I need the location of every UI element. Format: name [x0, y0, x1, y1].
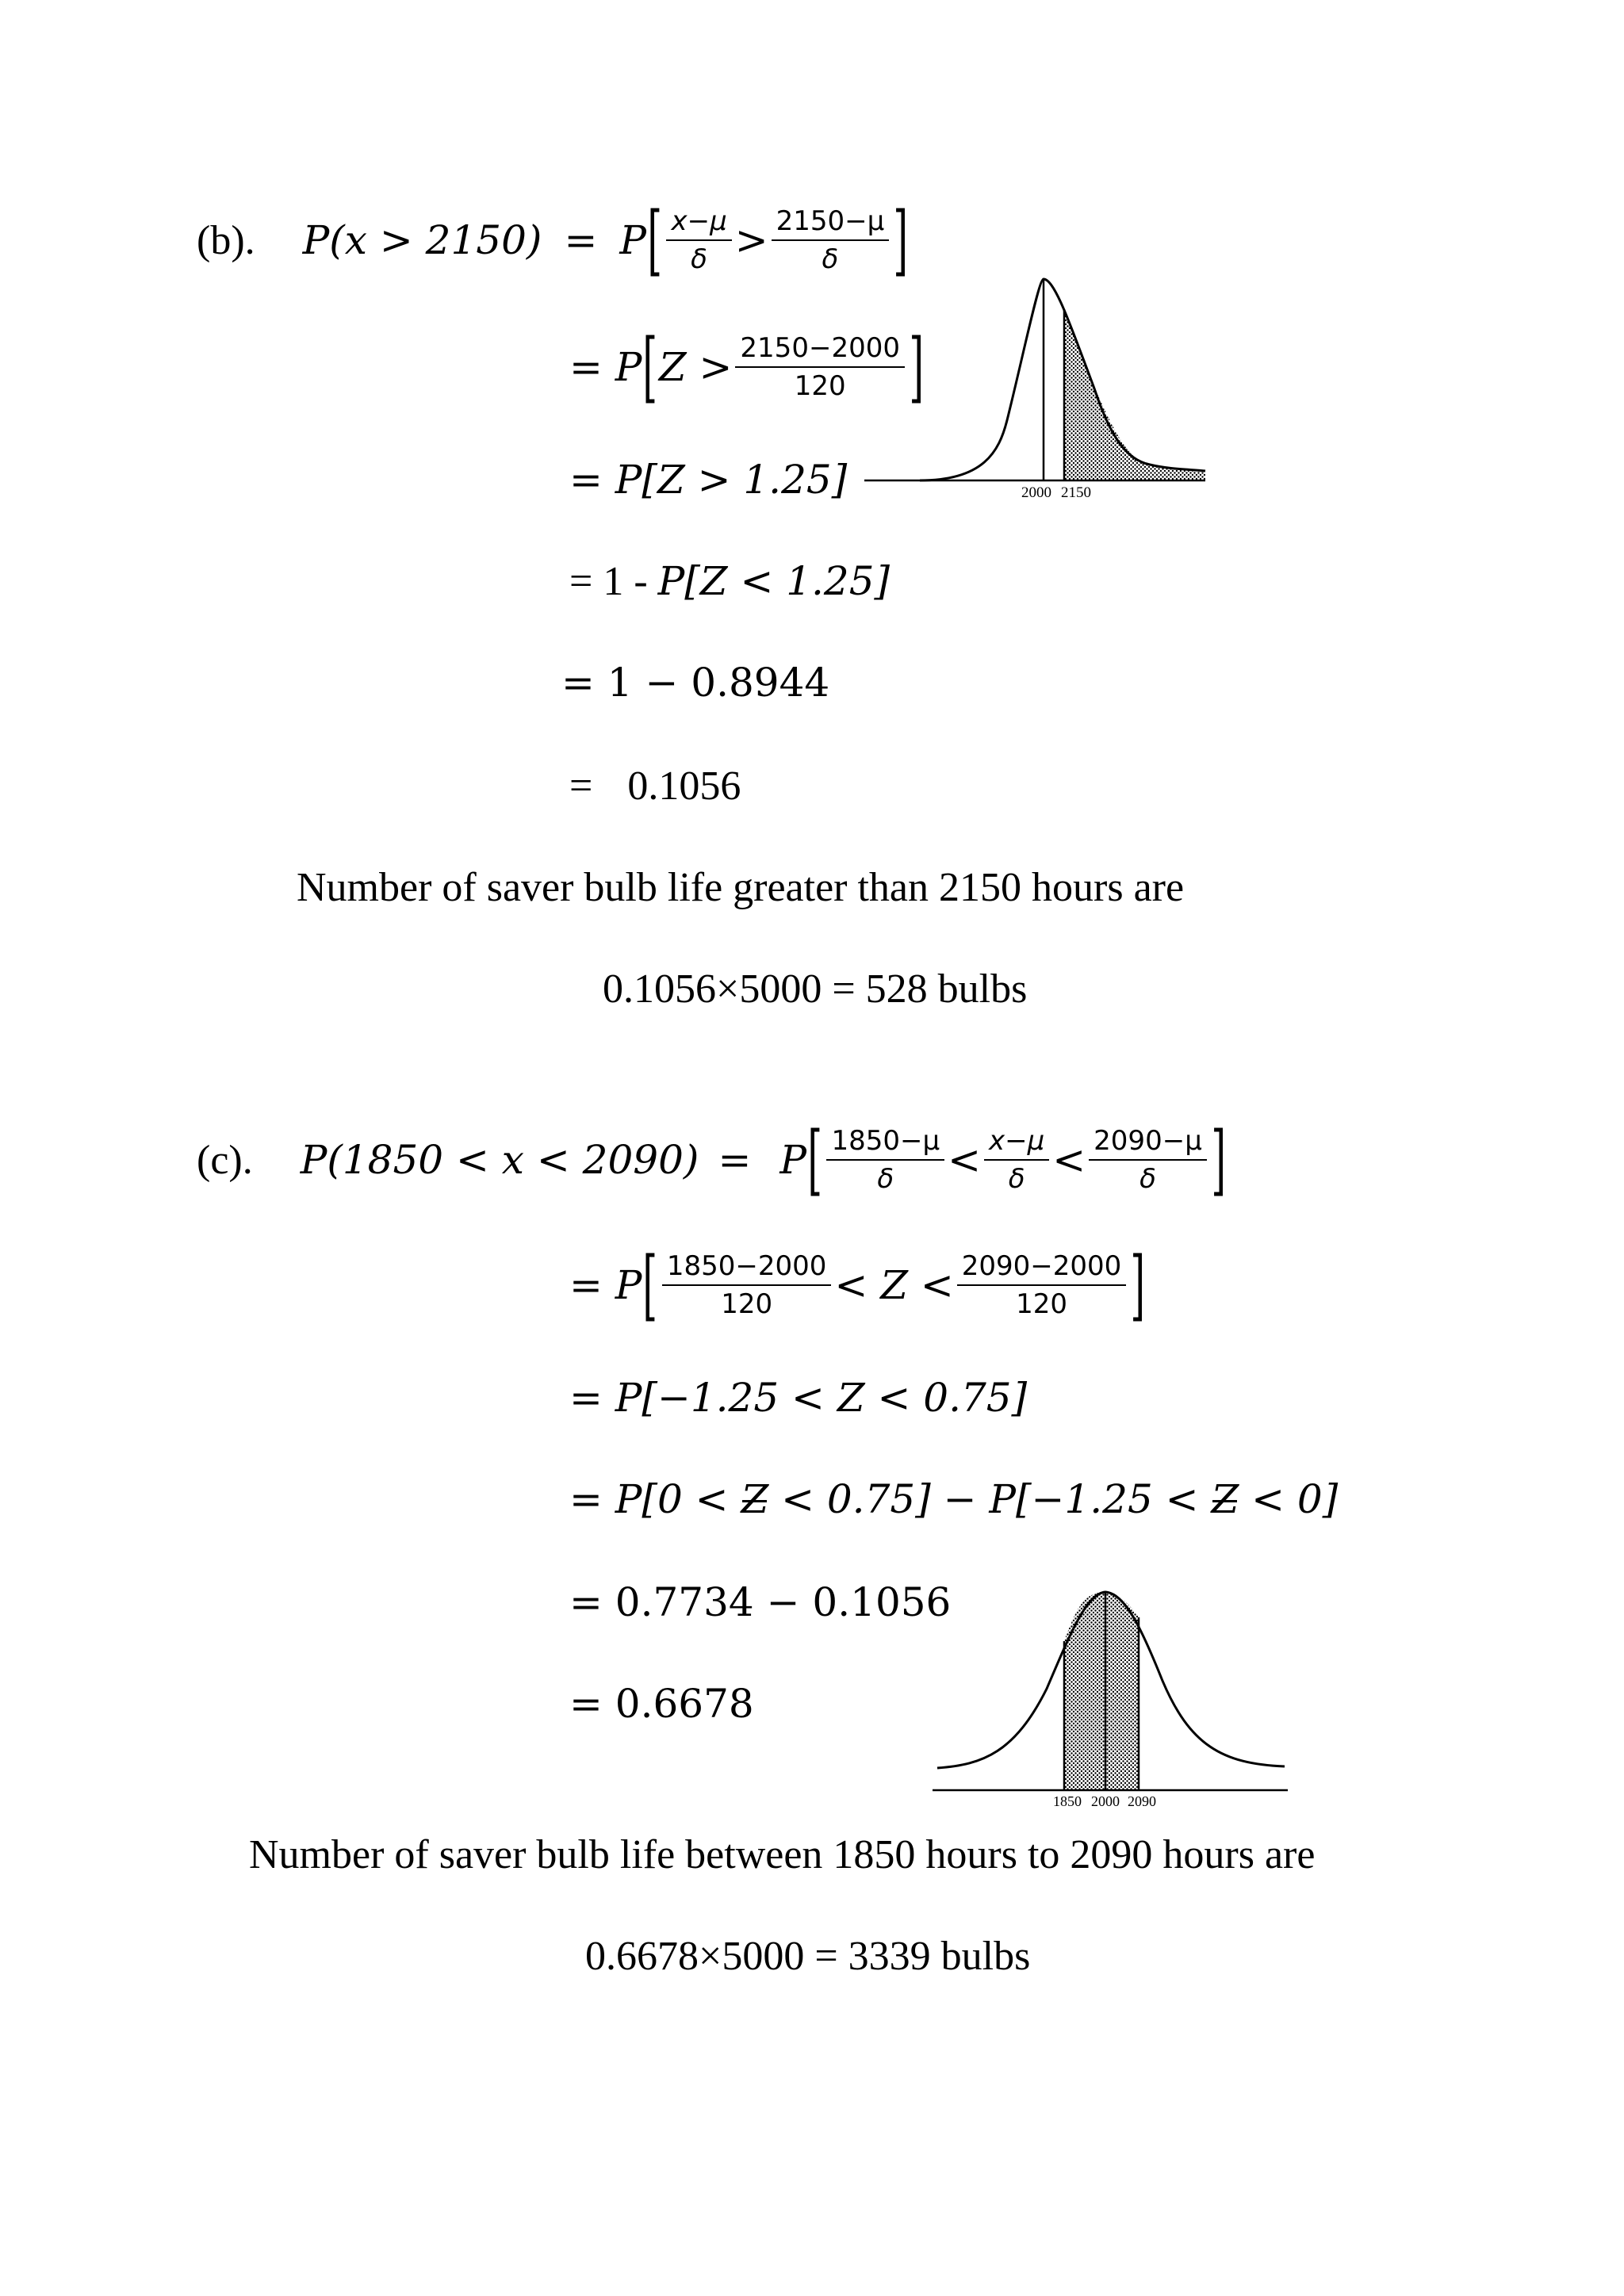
fraction: [666, 203, 731, 277]
right-bracket: ]: [893, 196, 909, 285]
part-b-sentence: Number of saver bulb life greater than 2150 hours are: [297, 865, 1185, 910]
less-than: <: [1052, 1137, 1086, 1183]
part-c-line-2: [569, 1234, 1147, 1337]
less-than: <: [948, 1137, 982, 1183]
fraction-numerator: 1850−2000: [662, 1248, 832, 1286]
fraction: [826, 1123, 944, 1197]
part-c-step2-mid: < Z <: [834, 1262, 954, 1308]
shaded-right-tail: [1064, 309, 1205, 480]
tick-label: 2000: [1021, 484, 1051, 501]
part-c-step4-b: < 0.75] − P[−1.25 <: [768, 1476, 1212, 1522]
fraction-numerator: 2150−2000: [735, 330, 905, 368]
part-b-step3: = P[Z > 1.25]: [569, 457, 848, 503]
left-bracket: [: [647, 196, 663, 285]
part-b-step6: [569, 763, 741, 809]
fraction-denominator: δ: [691, 243, 707, 275]
fraction-numerator: 1850−μ: [826, 1123, 944, 1161]
part-c-step6: = 0.6678: [569, 1681, 754, 1727]
part-b-step2-z: Z >: [658, 344, 733, 390]
part-c-step2-pre: = P: [569, 1262, 642, 1308]
left-bracket: [: [642, 1241, 658, 1330]
fraction: [984, 1123, 1049, 1197]
fraction-denominator: 120: [721, 1288, 773, 1320]
part-c-step5: = 0.7734 − 0.1056: [569, 1579, 952, 1625]
part-c-sentence: Number of saver bulb life between 1850 hours to 2090 hours are: [249, 1832, 1316, 1877]
part-c-step3: = P[−1.25 < Z < 0.75]: [569, 1375, 1028, 1421]
part-c-p: P: [779, 1137, 806, 1183]
tick-label: 2090: [1128, 1793, 1156, 1809]
fraction: [957, 1248, 1127, 1322]
part-c-step4-c: < 0]: [1239, 1476, 1339, 1522]
part-b-step4-pre: = 1 -: [569, 559, 658, 604]
fraction-denominator: 120: [1016, 1288, 1067, 1320]
fraction: [662, 1248, 832, 1322]
left-bracket: [: [642, 323, 658, 411]
fraction-denominator: δ: [1008, 1163, 1025, 1195]
part-b-line-1: [197, 189, 910, 292]
part-c-label: (c).: [197, 1137, 253, 1183]
part-b-lhs: P(x > 2150): [302, 217, 542, 263]
fraction-numerator: 2150−μ: [772, 203, 890, 241]
right-bracket: ]: [1130, 1241, 1146, 1330]
part-b-result: 0.1056×5000 = 528 bulbs: [603, 966, 1028, 1012]
part-b-equals: =: [564, 217, 598, 263]
part-b-step4-expr: P[Z < 1.25]: [657, 558, 891, 604]
part-b-step2-pre: = P: [569, 344, 642, 390]
fraction-numerator: 2090−μ: [1089, 1123, 1207, 1161]
normal-curve-middle-area: [928, 1578, 1293, 1816]
part-b-step6-val: 0.1056: [627, 763, 741, 809]
part-c-step4: [569, 1476, 1338, 1522]
left-bracket: [: [807, 1115, 823, 1204]
part-c-lhs: P(1850 < x < 2090): [300, 1137, 699, 1183]
part-b-step6-eq: =: [569, 763, 593, 809]
part-b-step4: [569, 558, 890, 605]
fraction-numerator: 2090−2000: [957, 1248, 1127, 1286]
fraction: [772, 203, 890, 277]
part-b-step5: = 1 − 0.8944: [561, 660, 830, 706]
struck-z: Z: [1211, 1476, 1239, 1522]
tick-label: 2150: [1061, 484, 1091, 501]
struck-z: Z: [741, 1476, 769, 1522]
part-c-line-1: [197, 1108, 1227, 1211]
tick-label: 1850: [1053, 1793, 1082, 1809]
fraction-denominator: δ: [822, 243, 839, 275]
normal-curve-right-tail: [856, 270, 1221, 507]
right-bracket: ]: [909, 323, 925, 411]
right-bracket: ]: [1211, 1115, 1226, 1204]
greater-than: >: [734, 217, 768, 263]
bell-curve: [920, 279, 1205, 480]
fraction-numerator: x−μ: [984, 1123, 1049, 1161]
fraction-denominator: δ: [877, 1163, 894, 1195]
fraction: [1089, 1123, 1207, 1197]
part-b-label: (b).: [197, 217, 255, 263]
tick-label: 2000: [1091, 1793, 1120, 1809]
part-c-result: 0.6678×5000 = 3339 bulbs: [585, 1934, 1031, 1979]
shaded-middle-area: [1064, 1592, 1139, 1790]
fraction-denominator: 120: [794, 370, 846, 402]
part-c-step4-a: = P[0 <: [569, 1476, 741, 1522]
fraction-numerator: x−μ: [666, 203, 731, 241]
part-b-p: P: [619, 217, 646, 263]
fraction-denominator: δ: [1139, 1163, 1156, 1195]
part-c-equals: =: [718, 1137, 752, 1183]
